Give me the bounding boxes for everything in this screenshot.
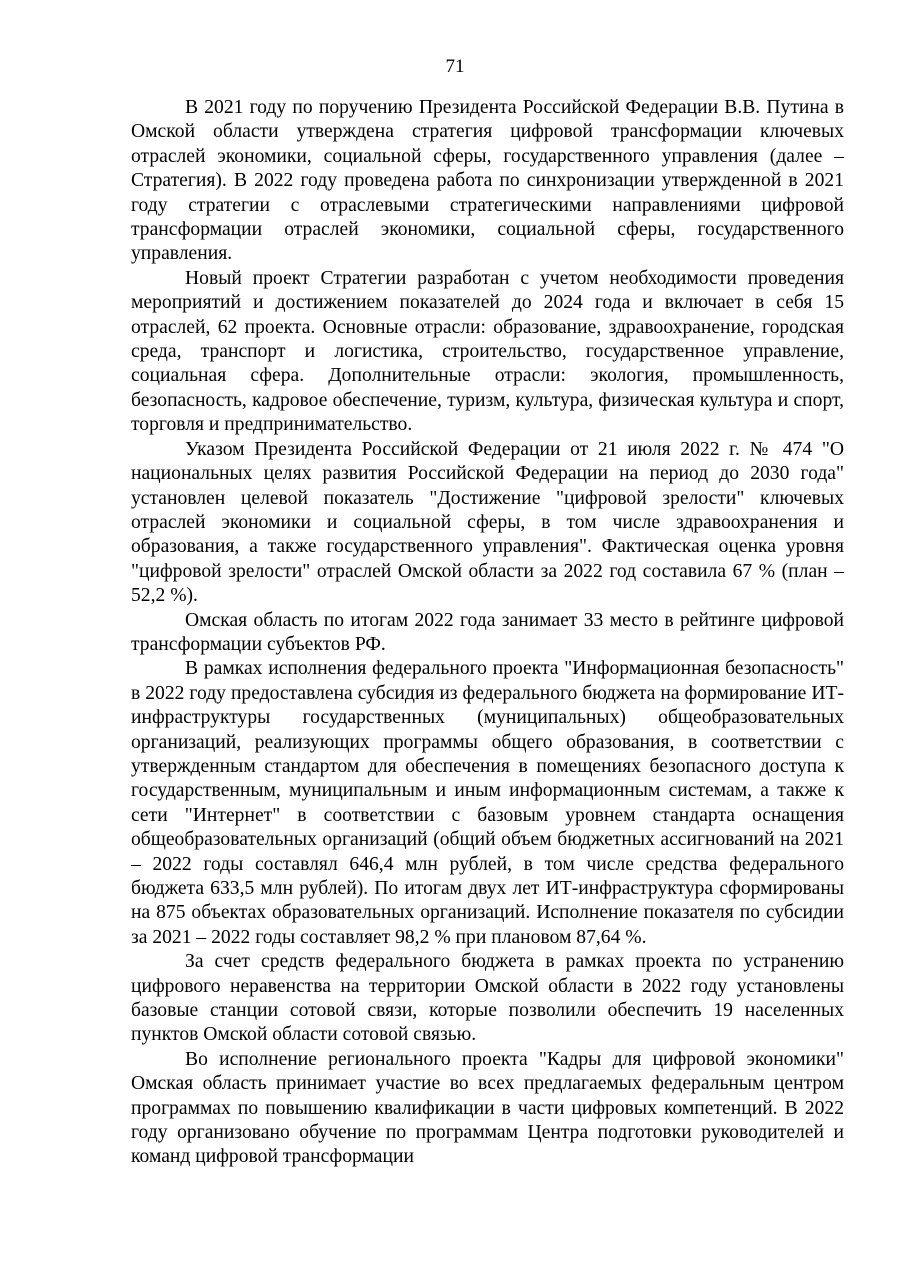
paragraph-digital-economy-staff: Во исполнение регионального проекта "Кадры для цифровой экономики" Омская область принимает участие во всех предлагаемых федеральным центром программах по повышению квалификации в части цифровых компетенций. В 2022 году организовано обучение по программам Центра подготовки руководителей и команд цифровой трансформации (131, 1048, 844, 1168)
paragraph-information-security: В рамках исполнения федерального проекта "Информационная безопасность" в 2022 году предоставлена субсидия из федерального бюджета на формирование ИТ-инфраструктуры государственных (муниципальных) общеобразовательных организаций, реализующих программы общего образования, в соответствии с утвержденным стандартом для обеспечения в помещениях безопасного доступа к государственным, муниципальным и иным информационным системам, а также к сети "Интернет" в соответствии с базовым уровнем стандарта оснащения общеобразовательных организаций (общий объем бюджетных ассигнований на 2021 – 2022 годы составлял 646,4 млн рублей, в том числе средства федерального бюджета 633,5 млн рублей). По итогам двух лет ИТ-инфраструктура сформированы на 875 объектах образовательных организаций. Исполнение показателя по субсидии за 2021 – 2022 годы составляет 98,2 % при плановом 87,64 %. (131, 658, 844, 948)
paragraph-presidential-decree: Указом Президента Российской Федерации от 21 июля 2022 г. № 474 "О национальных целях развития Российской Федерации на период до 2030 года" установлен целевой показатель "Достижение "цифровой зрелости" ключевых отраслей экономики и социальной сферы, в том числе здравоохранения и образования, а также государственного управления". Фактическая оценка уровня "цифровой зрелости" отраслей Омской области за 2022 год составила 67 % (план – 52,2 %). (131, 438, 844, 607)
document-body (131, 96, 844, 1170)
page-number: 71 (445, 56, 465, 77)
paragraph-rating: Омская область по итогам 2022 года занимает 33 место в рейтинге цифровой трансформации субъектов РФ. (131, 609, 844, 655)
paragraph-new-strategy-project: Новый проект Стратегии разработан с учетом необходимости проведения мероприятий и достижением показателей до 2024 года и включает в себя 15 отраслей, 62 проекта. Основные отрасли: образование, здравоохранение, городская среда, транспорт и логистика, строительство, государственное управление, социальная сфера. Дополнительные отрасли: экология, промышленность, безопасность, кадровое обеспечение, туризм, культура, физическая культура и спорт, торговля и предпринимательство. (131, 267, 844, 436)
paragraph-digital-strategy: В 2021 году по поручению Президента Российской Федерации В.В. Путина в Омской области утверждена стратегия цифровой трансформации ключевых отраслей экономики, социальной сферы, государственного управления (далее – Стратегия). В 2022 году проведена работа по синхронизации утвержденной в 2021 году стратегии с отраслевыми стратегическими направлениями цифровой трансформации отраслей экономики, социальной сферы, государственного управления. (131, 97, 844, 265)
paragraph-digital-inequality: За счет средств федерального бюджета в рамках проекта по устранению цифрового неравенства на территории Омской области в 2022 году установлены базовые станции сотовой связи, которые позволили обеспечить 19 населенных пунктов Омской области сотовой связью. (131, 951, 844, 1046)
